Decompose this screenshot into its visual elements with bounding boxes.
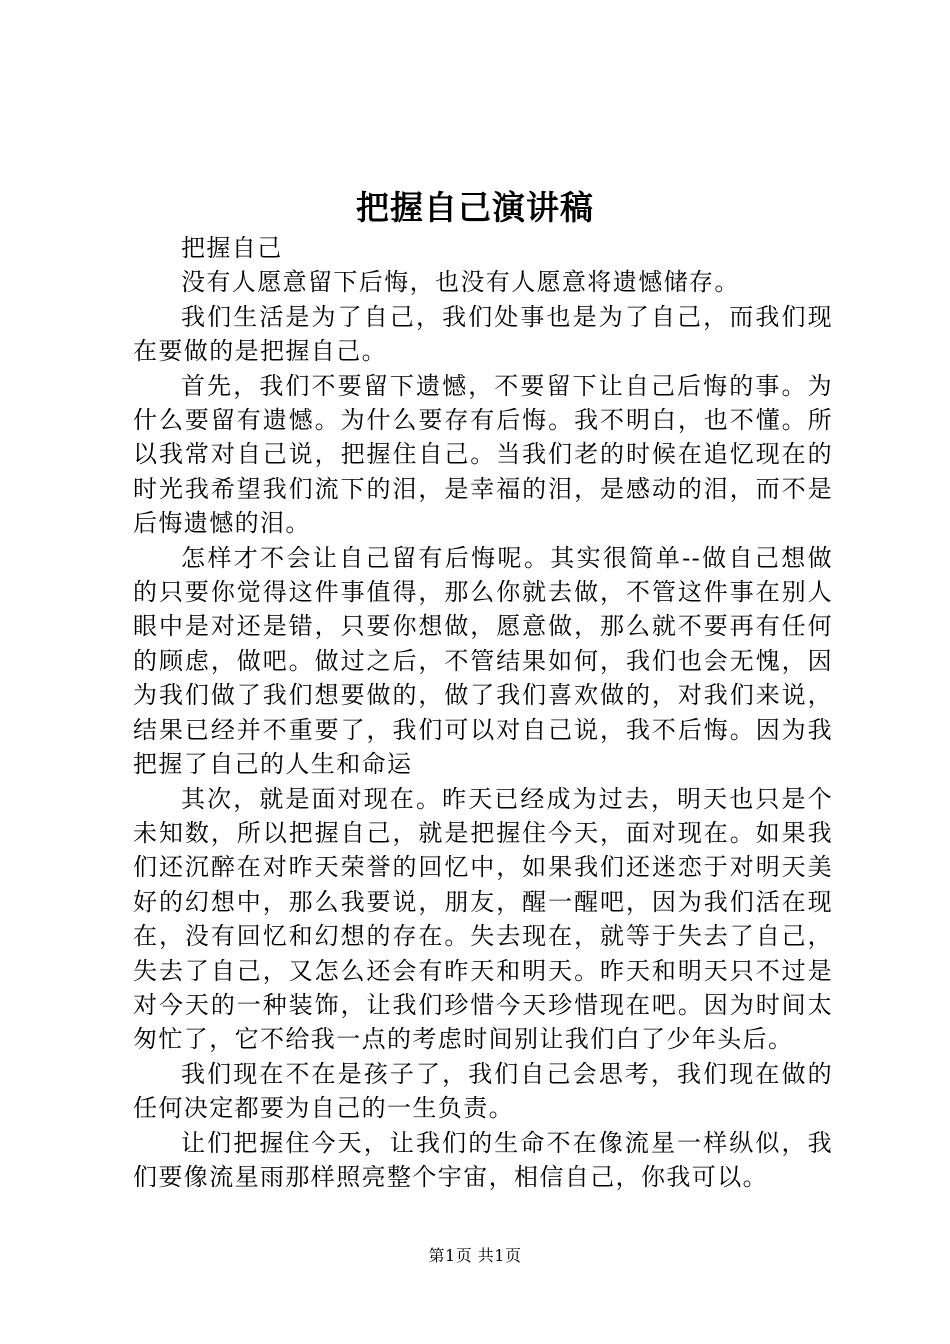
paragraph: 怎样才不会让自己留有后悔呢。其实很简单--做自己想做的只要你觉得这件事值得，那么你就去做，不管这件事在别人眼中是对还是错，只要你想做，愿意做，那么就不要再有任何的顾虑，做吧。做过之后，不管结果如何，我们也会无愧，因为我们做了我们想要做的，做了我们喜欢做的，对我们来说，结果已经并不重要了，我们可以对自己说，我不后悔。因为我把握了自己的人生和命运 (133, 543, 833, 779)
document-body (133, 231, 833, 1194)
paragraph: 让们把握住今天，让我们的生命不在像流星一样纵似，我们要像流星雨那样照亮整个宇宙，相信自己，你我可以。 (133, 1128, 833, 1191)
paragraph: 我们现在不在是孩子了，我们自己会思考，我们现在做的任何决定都要为自己的一生负责。 (133, 1059, 833, 1123)
paragraph: 其次，就是面对现在。昨天已经成为过去，明天也只是个未知数，所以把握自己，就是把握住今天，面对现在。如果我们还沉醉在对昨天荣誉的回忆中，如果我们还迷恋于对明天美好的幻想中，那么我要说，朋友，醒一醒吧，因为我们活在现在，没有回忆和幻想的存在。失去现在，就等于失去了自己，失去了自己，又怎么还会有昨天和明天。昨天和明天只不过是对今天的一种装饰，让我们珍惜今天珍惜现在吧。因为时间太匆忙了，它不给我一点的考虑时间别让我们白了少年头后。 (133, 784, 833, 1054)
page-footer: 第1页 共1页 (428, 1246, 522, 1265)
paragraph: 没有人愿意留下后悔，也没有人愿意将遗憾储存。 (181, 268, 740, 297)
document-title: 把握自己演讲稿 (356, 188, 594, 227)
paragraph: 首先，我们不要留下遗憾，不要留下让自己后悔的事。为什么要留有遗憾。为什么要存有后悔。我不明白，也不懂。所以我常对自己说，把握住自己。当我们老的时候在追忆现在的时光我希望我们流下的泪，是幸福的泪，是感动的泪，而不是后悔遗憾的泪。 (133, 371, 833, 538)
paragraph: 把握自己 (181, 234, 283, 262)
paragraph: 我们生活是为了自己，我们处事也是为了自己，而我们现在要做的是把握自己。 (133, 302, 833, 366)
